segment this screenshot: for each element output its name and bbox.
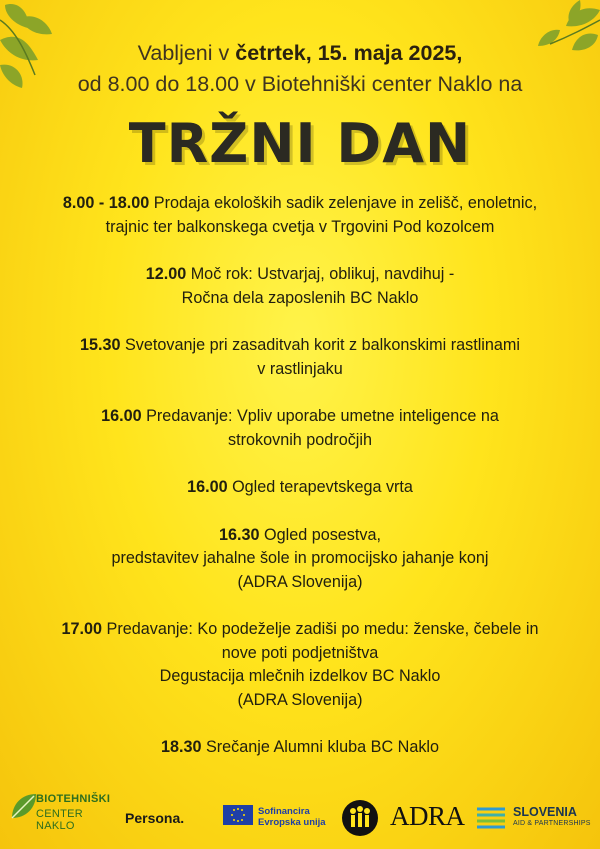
program-text: (ADRA Slovenija)	[237, 690, 363, 709]
program-item-line	[0, 287, 600, 311]
program-item	[0, 476, 600, 500]
slovenia-logo-line-2: AID & PARTNERSHIPS	[513, 820, 591, 827]
program-item-line	[0, 263, 600, 287]
eu-line-2: Evropska unija	[258, 817, 326, 828]
program-item	[0, 405, 600, 452]
page-title: TRŽNI DAN	[128, 112, 472, 175]
program-text: Ogled posestva,	[259, 525, 381, 544]
program-time: 18.30	[160, 738, 202, 756]
program-item	[0, 263, 600, 310]
adra-people-icon	[340, 798, 380, 838]
program-item	[0, 618, 600, 712]
eu-line-1: Sofinancira	[258, 806, 310, 817]
program-time: 17.00	[61, 620, 103, 638]
program-text: v rastlinjaku	[257, 359, 343, 378]
program-item-line	[0, 642, 600, 666]
program-item-line	[0, 334, 600, 358]
slovenia-aid-icon	[475, 803, 507, 831]
program-item-line	[0, 358, 600, 382]
program-time: 8.00 - 18.00	[62, 194, 150, 212]
program-item-line	[0, 476, 600, 500]
program-text: Prodaja ekoloških sadik zelenjave in zelišč, enoletnic,	[149, 194, 538, 212]
program-item	[0, 192, 600, 239]
persona-logo: Persona.	[125, 810, 185, 826]
program-item	[0, 736, 600, 760]
intro-line-1: Vabljeni v četrtek, 15. maja 2025,	[137, 41, 463, 65]
program-list	[0, 192, 600, 784]
program-text: Degustacija mlečnih izdelkov BC Naklo	[159, 667, 441, 685]
slovenia-logo-line-1: SLOVENIA	[513, 805, 577, 819]
program-text: Svetovanje pri zasaditvah korit z balkonskimi rastlinami	[120, 336, 520, 354]
program-text: Predavanje: Ko podeželje zadiši po medu: ženske, čebele in	[102, 620, 539, 638]
program-item-line	[0, 571, 600, 595]
program-item-line	[0, 618, 600, 642]
sponsor-logos: BIOTEHNIŠKI CENTER NAKLO Persona. Sofinancira Evropska unija ADRA SLOVENIA AID & PARTNERSHIPS	[0, 788, 600, 838]
program-time: 16.00	[101, 407, 142, 425]
program-text: (ADRA Slovenija)	[237, 572, 363, 591]
program-text: trajnic ter balkonskega cvetja v Trgovini Pod kozolcem	[105, 217, 495, 236]
program-item-line	[0, 524, 600, 548]
program-text: Predavanje: Vpliv uporabe umetne inteligence na	[141, 407, 499, 425]
program-text: predstavitev jahalne šole in promocijsko jahanje konj	[111, 549, 489, 567]
program-text: Moč rok: Ustvarjaj, oblikuj, navdihuj -	[186, 265, 455, 283]
program-item-line	[0, 192, 600, 216]
program-item	[0, 524, 600, 595]
program-item-line	[0, 665, 600, 689]
intro-line-2: od 8.00 do 18.00 v Biotehniški center Naklo na	[77, 72, 523, 96]
adra-logo-text: ADRA	[390, 801, 465, 831]
program-time: 12.00	[145, 265, 187, 283]
program-time: 16.30	[219, 525, 260, 544]
program-text: Srečanje Alumni kluba BC Naklo	[201, 738, 440, 756]
program-text: Ročna dela zaposlenih BC Naklo	[181, 288, 419, 307]
program-text: strokovnih področjih	[228, 430, 372, 449]
program-time: 16.00	[187, 478, 228, 496]
program-text: nove poti podjetništva	[221, 643, 379, 662]
program-item-line	[0, 216, 600, 240]
program-item	[0, 334, 600, 381]
program-item-line	[0, 429, 600, 453]
program-time: 15.30	[80, 336, 121, 354]
program-text: Ogled terapevtskega vrta	[227, 478, 413, 496]
program-item-line	[0, 736, 600, 760]
program-item-line	[0, 405, 600, 429]
invitation-intro	[0, 38, 600, 100]
program-item-line	[0, 547, 600, 571]
eu-flag-icon	[223, 805, 253, 825]
program-item-line	[0, 689, 600, 713]
